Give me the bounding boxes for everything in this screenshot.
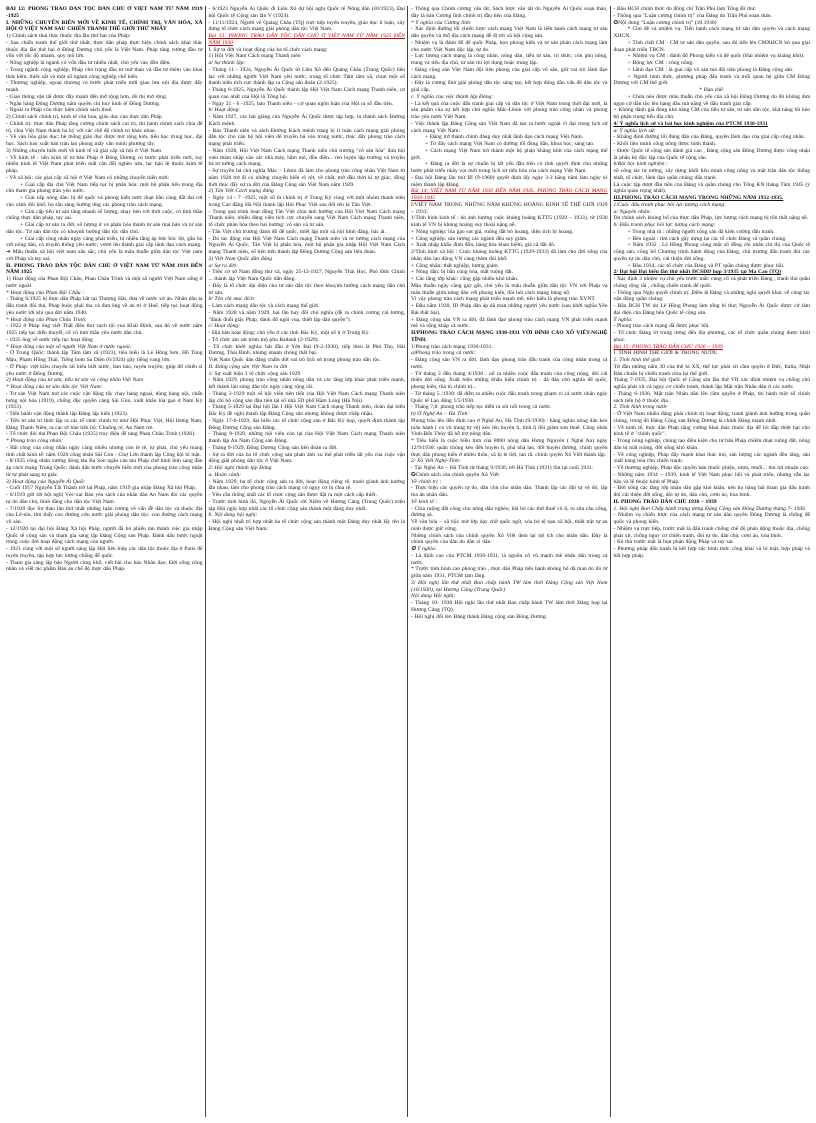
- paragraph: + Người hình thức, phương pháp đấu tranh và mối quan hệ giữa CM Đông Dương với CM thế giới.: [613, 73, 810, 87]
- paragraph: * Hoạt động của Phan Châu Trinh:: [6, 316, 87, 323]
- paragraph: * Hoạt động của một số người Việt Nam ở nước ngoài:: [6, 343, 132, 350]
- paragraph: - 1922 ở Pháp ông viết Thất điều thư vạch tội vua Khải Định, sau đó về nước năm 1925 tiếp tục diễn thuyết, cổ vũ tinh thần yêu nước dân chủ.: [6, 323, 203, 336]
- paragraph: - Trong quá trình hoạt động Tân Việt chịu ảnh hưởng của Hội Việt Nam Cách mạng Thanh niên, nhiều đảng viên tích cực chuyển sang Việt Nam Cách mạng Thanh niên, tổ chức phân hóa theo hai hướng: vô sản và tư sản.: [208, 208, 405, 228]
- paragraph: * Tiêu biểu là cuộc biểu tình của 8000 nông dân Hưng Nguyên ( Nghệ An) ngày 12/9/1930: quân chúng kéo đến huyện lị, phá nhà lao, đốt huyện đường, chính quyền thực dân phong kiến ở nhiều thôn, xã bị tê liệt, tan rã: chính quyền Xô Viết thành lập.: [411, 438, 608, 458]
- section-heading: Bài 15: PHONG TRÀO DÂN CHỦ 1936 – 1939: [613, 343, 723, 350]
- paragraph: - Tổ chức đòi thả Phan Bội Châu (1925) truy điệu để tang Phan Châu Trinh (1926).: [6, 431, 196, 438]
- paragraph: + Giai cấp nông dân: bị đế quốc và phong kiến tước đoạt bần cùng đất đai rơi vào cảnh đói khổ; họ sẵn sàng hưởng ứng các phong trào cách mạng.: [6, 195, 203, 208]
- paragraph: + Bên ngoài : tìm cách gây dựng lại các tổ chức Đảng và quần chúng.: [627, 235, 787, 242]
- paragraph: + Giai cấp tư sản ra đời, số lượng ít và phân hóa thành tư sản mại bản và tư sản dân tộc. Tư sản dân tộc có khuynh hướng dân tộc dân chủ.: [6, 222, 203, 235]
- paragraph: a)Phong trào trong cả nước:: [411, 350, 477, 357]
- paragraph: - Tháng 6-1925, Nguyễn Ái Quốc thành lập Hội Việt Nam Cách mạng Thanh niên, cơ quan cao nhất của Hội là Tổng bộ.: [208, 87, 405, 100]
- paragraph: - Yêu cầu thống nhất các tổ chức cộng sản được đặt ra một cách cấp thiết.: [208, 492, 377, 498]
- paragraph: + Năm 1932 , Lê Hồng Phong cùng một số đồng chí nhân chỉ thị của Quốc tế cộng sản, công bố Chương trình hành động của Đảng, chủ trương đấu tranh đòi các quyền tự do dân chủ, cải thiện đời sống.: [613, 242, 810, 262]
- paragraph: + Chưa nêu được mâu thuẫn chủ yếu của xã hội Đông Dương do đó không đưa ngọn cờ dân tộc lên hàng đầu mà nặng về đấu tranh giai cấp.: [613, 93, 810, 107]
- paragraph: + Giai cấp tiểu tư sản tăng nhanh số lượng, nhạy bén với thời cuộc, có tinh thần chống thực dân pháp, tay sai.: [6, 208, 203, 222]
- paragraph: - Đảng cộng sản VN ra đời, lãnh đạo phong trào đấu tranh của công nhân trong cả nước.: [411, 357, 608, 370]
- paragraph: - Là đỉnh cao của PTCM 1930-1931, là nguồn cổ vũ mạnh mẽ nhân dân trong cả nước.: [411, 552, 608, 566]
- paragraph: 1/Tình hình kinh tế : do ảnh hưởng cuộc khủng hoảng KTTG (1929 – 1933), từ 1930 kinh tế VN bị khủng hoảng suy thoái nặng nề.: [411, 215, 608, 228]
- section-heading: I. NHỮNG CHUYỂN BIẾN MỚI VỀ KINH TẾ, CHÍNH TRỊ, VĂN HÓA, XÃ HỘI Ở VIỆT NAM SAU CHIẾN TRANH THẾ GIỚI THỨ NHẤT: [6, 19, 203, 33]
- paragraph: - Hội nghị đổi tên Đảng thành Đảng cộng sản Đông Dương.: [411, 613, 548, 620]
- paragraph: * Chủ đề và nhiệm vụ: Tiến hành cách mạng tư sản dân quyền và cách mạng XHCN.: [613, 26, 810, 39]
- paragraph: - Hội nghị nhất trí hợp nhất ba tổ chức cộng sản thành một Đảng duy nhất lấy tên là Đảng Cộng sản Việt Nam.: [208, 519, 405, 532]
- text-column-1: [6, 6, 203, 1117]
- paragraph: ➔ Mâu thuẫn xã hội việt nam sâu sắc, chủ yếu là mâu thuẫn giữa dân tộc Việt nam với Pháp và tay sai.: [6, 249, 203, 262]
- paragraph: - 6/1919 gửi tới hội nghị Véc-xai Bản yêu sách của nhân dân An Nam đòi các quyền tự do dân chủ, bình đẳng cho dân tộc Việt Nam.: [6, 492, 203, 505]
- paragraph: + Nhiệm vụ CM : đánh đổ Phong kiến và đế quốc (Hai nhiệm vụ khăng khít).: [627, 53, 805, 60]
- paragraph: - Trong nông nghiệp, chúng tạo điều kiện cho tư bản Pháp chiếm đoạt ruộng đất, nông dân bị mất ruộng, đời sống khó khăn.: [613, 438, 810, 451]
- paragraph: + Lãnh đạo CM : là giai cấp vô sản mà đội tiên phong là Đảng cộng sản.: [627, 66, 794, 73]
- paragraph: - Giao thông vận tải được đẩy mạnh đến mở rộng hơn, đô thị mở rộng.: [6, 93, 168, 100]
- paragraph: 1) Chính sách thai thác thuộc địa lần thứ hai của Pháp:: [6, 33, 131, 39]
- paragraph: - Khối liên minh công nông được hình thành.: [613, 141, 717, 147]
- paragraph: - Ngày 21 - 6 -1925, báo Thanh niên – cơ quan ngôn luận của Hội ra số đầu tiên.: [208, 100, 394, 107]
- paragraph: - Sự ra đời của ba tổ chức cộng sản phản ánh xu thế phát triển tất yếu của cuộc vận động giải phóng dân tộc ở Việt Nam.: [208, 451, 405, 465]
- paragraph: - Trên cơ sở Nam đồng thư xã, ngày 25-12-1927, Nguyễn Thái Học, Phó Đức Chính ... thành lập Việt Nam Quốc dân đảng.: [208, 269, 405, 282]
- paragraph: - Trong ngành công nghiệp, Pháp chú trọng đầu tư mở than và đầu tư thêm vào khai thác kẽm, thiếc sắt và một số ngành công nghiệp chế biến.: [6, 66, 203, 80]
- text-column-3: [407, 6, 608, 1117]
- paragraph: * Trước tình hình cao phong trào , thực dân Pháp tiến hành khủng bố dã man do đó từ giữa năm 1931, PTCM tạm lắng.: [411, 566, 608, 579]
- paragraph: 3) Việt Nam Quốc dân đảng: [208, 255, 272, 262]
- paragraph: Nội dung Hội nghị:: [411, 593, 456, 600]
- paragraph: 1) Hoạt động của Phan Bội Châu, Phan Châu Trinh và một số người Việt Nam sống ở nước ngoài: [6, 276, 203, 289]
- paragraph: 3) Những chuyển biến mới về kinh tế và giai cấp xã hội ở Việt Nam: [6, 147, 162, 154]
- paragraph: a. Hoàn cảnh:: [208, 471, 241, 478]
- paragraph: Những chính sách của chính quyền Xô Viết đem lại lợi ích cho nhân dân. Đây là chính quyền của dân do dân vì dân.: [411, 532, 608, 546]
- paragraph: ✪Nội dung "Luận cương chính trị" (10.1930): [613, 19, 717, 26]
- paragraph: 1. Hội nghị Ban Chấp hành trung ương Đảng Cộng sản Đông Dương tháng 7- 1936: [613, 505, 806, 512]
- paragraph: - Tổ chức Đảng từ trung ương đến địa phương, các tổ chức quần chúng được khôi phục.: [613, 330, 810, 343]
- paragraph: - Về kinh tế : nền kinh tế tư bản Pháp ở Đông Dương có bước phát triển mới, tuy nhiên kinh tế Việt Nam phát triển mất cân đối nghèo nàn, lạc hậu lệ thuộc kinh tế pháp.: [6, 154, 203, 174]
- paragraph: - Kẻ thù trước mắt là bọn phản động Pháp và tay sai.: [613, 539, 735, 546]
- section-heading: II. PHONG TRÀO DÂN TỘC DÂN CHỦ Ở VIỆT NAM TỪ NĂM 1919 ĐẾN NĂM 1925: [6, 262, 203, 276]
- paragraph: - Thông qua Nghị quyết chính trị ,Điều lệ Đảng và những nghị quyết khác về công tác vận động quần chúng.: [613, 289, 810, 303]
- paragraph: + Giai cấp công nhân ngày càng phát triển, bị nhiều tầng áp bức bóc lột, gắn bó với nông dân, có truyền thống yêu nước; vươn lên thành giai cấp lãnh đạo cách mạng.: [6, 235, 203, 249]
- paragraph: - Bãi công của công nhân ngày càng nhiều nhưng còn lẻ tẻ, tự phát, chủ yếu mang tính chất kinh tế: năm 1920 công nhân Sài Gòn - Chợ Lớn thành lập Công hội bí mật.: [6, 444, 203, 458]
- paragraph: - Thông qua Chính cương vắn tắt, Sách lược vắn tắt do Nguyễn Ái Quốc soạn thảo, đây là bản Cương lĩnh chính trị đầu tiên của Đảng.: [411, 6, 608, 19]
- paragraph: * Hoạt động của Phan Bội Châu :: [6, 289, 85, 296]
- paragraph: Do chính sách khủng bố của thực dân Pháp, lực lượng cách mạng bị tổn thất nặng nề.: [613, 215, 809, 222]
- paragraph: - 7/1920 đọc Sơ thảo lần thứ nhất những luận cương về vấn đề dân tộc và thuộc địa của Lê-nin, tìm thấy con đường cứu nước giải phóng dân tộc: con đường cách mạng vô sản.: [6, 505, 203, 525]
- paragraph: + Cách mạng Việt Nam trở thành một bộ phận khăng khít của cách mạng thế giới.: [411, 147, 608, 161]
- paragraph: 2) Hoạt động của tư sản, tiểu tư sản và công nhân Việt Nam: [6, 377, 144, 384]
- paragraph: - Năm 1927, các bài giảng của Nguyễn Ái Quốc được tập hợp, in thành sách Đường Kách mệnh.: [208, 114, 405, 127]
- section-heading: BÀI 12: PHONG TRÀO DÂN TỘC DÂN CHỦ Ở VIỆT NAM TỪ NĂM 1919 -1925: [6, 6, 203, 19]
- paragraph: 2. Tình hình trong nước: [613, 404, 668, 411]
- paragraph: - 1921 cùng với một số người sáng lập Hội liên hiệp các dân tộc thuộc địa ở Paris để tuyên truyền, tập hợp lực lượng chống đế quốc.: [6, 546, 203, 559]
- paragraph: + Từ đây cách mạng Việt Nam có đường lối đúng đắn, khoa học, sáng tạo.: [425, 141, 595, 147]
- paragraph: - Thông qua "Luận cương chính trị" của Đảng do Trần Phú soạn thảo.: [613, 12, 772, 19]
- paragraph: - Khẳng định đường lối đúng đắn của Đảng, quyền lãnh đạo của giai cấp công nhân.: [613, 134, 806, 141]
- paragraph: - Ở Trung Quốc: thành lập Tâm tâm xã (1923), tiêu biểu là Lê Hồng Sơn, Hồ Tùng Mậu, Phạm Hồng Thái. Tiếng bom Sa Diện (6/1924) gây tiếng vang lớn.: [6, 350, 203, 363]
- paragraph: b. Nội dung hội nghị:: [208, 512, 258, 519]
- paragraph: - Chính trị: thực dân Pháp tăng cường chính sách cai trị, thi hành chính sách chia để trị, chia Việt Nam thành ba kỳ với các chế độ chính trị khác nhau.: [6, 120, 203, 134]
- paragraph: - Đảng cộng sản Việt Nam đội tiên phong của giai cấp vô sản, giữ vai trò lãnh đạo cách mạng.: [411, 66, 608, 80]
- paragraph: 2/ Xô Viết Nghệ-Tĩnh:: [411, 458, 461, 465]
- paragraph: - Đời sống các tầng lớp nhân dân gặp khó khăn, nên họ hăng hái tham gia đấu tranh đòi cải thiện đời sống, đòi tự do, dân chủ, cơm áo, hòa bình.: [613, 485, 810, 498]
- paragraph: Mâu thuẫn ngày càng gay gắt, chủ yếu là mâu thuẫn giữa dân tộc VN với Pháp và mâu thuẫn giữa nông dân với phong kiến, đòi hỏi cách mạng bùng nổ.: [411, 282, 608, 296]
- paragraph: b) Ở Nghệ An – Hà Tĩnh:: [411, 411, 470, 417]
- paragraph: a/ Sự ra đời:: [208, 262, 238, 269]
- paragraph: - Đây là tổ chức đại diện cho tư sản dân tộc theo khuynh hướng cách mạng dân chủ tư sản.: [208, 282, 405, 296]
- paragraph: - Nhiệm vụ là đánh đổ đế quốc Pháp, bọn phong kiến và tư sản phản cách mạng làm cho nước Việt Nam độc lập, tự do.: [411, 39, 608, 53]
- paragraph: - Tân Việt chủ trương đánh đổ đế quốc, thiết lập một xã hội bình đẳng, bác ái.: [208, 228, 386, 235]
- paragraph: - Đại hội Đảng lần thứ III (9-1960) quyết định lấy ngày 3-2 hằng năm làm ngày kỉ niệm thành lập Đảng.: [411, 174, 608, 188]
- paragraph: - Bầu BCH chính thức do đồng chí Trần Phú làm Tổng Bí thư.: [613, 6, 756, 12]
- paragraph: * Ý nghĩa của Cương lĩnh:: [411, 19, 472, 26]
- paragraph: 1/ Sự xuất hiện 3 tổ chức cộng sản 1929: [208, 370, 301, 377]
- paragraph: + Xuất nhập khẩu đình đốn, hàng hóa khan hiếm, giá cả đắt đỏ.: [411, 242, 556, 249]
- paragraph: Từ đầu những năm 30 của thế kỉ XX, thế lực phát xít cầm quyền ở Đức, Italia, Nhật Bản chuẩn bị chiến tranh chia lại thế giới.: [613, 363, 810, 377]
- paragraph: - Tiểu tư sản trí thức lập ra các tổ chức chính trị như Hội Phục Việt, Hội Hưng Nam, Đảng Thanh Niên, ra các tờ báo tiến bộ: Chuông rè, An Nam trẻ.: [6, 417, 203, 431]
- paragraph: - Việc thành lập Đảng Cộng sản Việt Nam đã tạo ra bước ngoặt vĩ đại trong lịch sử cách mạng Việt Nam:: [411, 120, 608, 134]
- section-heading: 4/ Ý nghĩa lịch sử và bài học kinh nghiệm của PTCM 1930-1931: [613, 120, 768, 127]
- paragraph: - Về xã hội: các giai cấp xã hội ở Việt Nam có những chuyển biến mới:: [6, 174, 169, 181]
- paragraph: - Ngân hàng Đông Dương nắm quyền chỉ huy kinh tế Đông Dương.: [6, 100, 160, 107]
- paragraph: + Nông dân: bị bần cùng hóa, mất ruộng đất.: [411, 269, 514, 276]
- paragraph: - Được Quốc tế cộng sản đánh giá cao , Đảng cộng sản Đông Dương được công nhận là phân bộ độc lập của Quốc tế cộng sản.: [613, 147, 810, 161]
- paragraph: - Xác định đường lối chiến lược cách mạng Việt Nam là tiến hành cách mạng tư sản dân quyền và thổ địa cách mạng để đi tới xã hội cộng sản.: [411, 26, 608, 39]
- section-heading: Bài 13: PHONG TRÀO DÂN TỘC DÂN CHỦ Ở VIỆT NAM TỪ NĂM 1925 ĐẾN NĂM 1930: [208, 33, 405, 46]
- paragraph: b/ Đấu tranh phục hồi lực lượng cách mạng:: [613, 222, 716, 228]
- paragraph: * Phong trào công nhân:: [6, 438, 63, 444]
- paragraph: - Ngày 17-6-1929, đại biểu các tổ chức cộng sản ở Bắc Kỳ họp, quyết định thành lập Đông Dương Cộng sản Đảng.: [208, 417, 405, 431]
- paragraph: b/Bài học kinh nghiệm :: [613, 161, 668, 168]
- paragraph: - Tư sản Việt Nam mở các cuộc vận động tẩy chay hàng ngoại, dùng hàng nội, chấn hưng nội hóa (1919), chống độc quyền cảng Sài Gòn, xuất khẩu lúa gạo ở Nam Kỳ (1923).: [6, 390, 203, 411]
- paragraph: - Tham gia sáng lập báo Người cùng khổ, viết bài cho báo Nhân đạo, Đời sống công nhân và viết tác phẩm Bản án chế độ thực dân Pháp.: [6, 559, 203, 573]
- paragraph: - Lực lượng cách mạng là công nhân, nông dân, tiểu tư sản, trí thức; còn phú nông, trung và tiểu địa chủ, tư sản thì lợi dụng hoặc trung lập.: [411, 53, 608, 66]
- paragraph: - Nhiệm vụ chiến lược của cách mạng tư sản dân quyền Đông Dương là chống đế quốc và phong kiến.: [613, 512, 810, 525]
- paragraph: - Ngoài ra Pháp còn thực hiện chính sách thuế.: [6, 107, 113, 114]
- paragraph: - Về kinh tế, thực dân Pháp tăng cường khai thác thuộc địa để bù đắp thiệt hại cho kinh tế ở "chính quốc".: [613, 424, 810, 438]
- paragraph: Về văn hóa – xã hội: mở lớp dạy chữ quốc ngữ, xóa bỏ tệ nạn xã hội, thiết trật tự an ninh được giữ vững.: [411, 519, 608, 532]
- paragraph: ✪Chính sách của chính quyền Xô Viết:: [411, 471, 501, 478]
- paragraph: - Tháng 8-1929, những hội viên còn lại của Hội Việt Nam Cách mạng Thanh niên thành lập An Nam Cộng sản Đảng.: [208, 431, 405, 444]
- paragraph: - Phong trào cách mạng đã được phục hồi.: [613, 323, 710, 330]
- paragraph: - Trước tình hình đó, Nguyễn Ái Quốc rời Xiêm về Hương Cảng (Trung Quốc) triệu tập Hội nghị hợp nhất các tổ chức cộng sản thành một đảng duy nhất.: [208, 498, 405, 512]
- paragraph: 1/Phong trào cách mạng 1930-1931:: [411, 343, 493, 350]
- section-heading: II/PHONG TRÀO CÁCH MẠNG 1930-1931 VỚI ĐỈNH CAO XÔ VIẾT-NGHỆ TĨNH.: [411, 330, 608, 343]
- paragraph: - Cuối 1917 Nguyễn Tất Thành trở lại Pháp, năm 1919 gia nhập Đảng Xã hội Pháp.: [6, 485, 197, 492]
- paragraph: - 11/11/1924, Người về Quảng Châu (TQ) trực tiếp tuyên truyền, giáo dục lí luận, xây dựng tổ chức cách mạng giải phóng dân tộc Việt Nam.: [208, 19, 405, 33]
- paragraph: 3) Hoạt động của Nguyễn Ái Quốc: [6, 478, 85, 485]
- paragraph: - Ở Việt Nam nhiều đảng phái chính trị hoạt động, tranh giành ảnh hưởng trong quần chúng, trong đó Đảng Cộng sản Đông Dương là chính Đảng mạnh nhất.: [613, 411, 810, 424]
- paragraph: - Tháng 6-1936, Mặt trận Nhân dân lên cầm quyền ở Pháp, thi hành một số chính sách tiến bộ ở thuộc địa.: [613, 390, 810, 404]
- paragraph: - Sau chiến tranh thế giới thứ nhất, thực dân pháp thực hiện chính sách khai thác thuộc địa lần thứ hai ở Đông Dương chủ yếu là Việt Nam. Pháp tăng cường đầu tư vốn với tốc độ nhanh, quy mô lớn.: [6, 39, 203, 60]
- paragraph: - 6/1923 Nguyễn Ái Quốc đi Liên Xô dự hội nghị Quốc tế Nông dân (10/1923), Đại hội Quốc tế Cộng sản lần V (1924).: [208, 6, 405, 19]
- paragraph: - Tháng 11 - 1924, Nguyễn Ái Quốc từ Liên Xô đến Quảng Châu (Trung Quốc) liên lạc với những người Việt Nam yêu nước, trong tổ chức Tâm tâm xã, chọn một số thanh niên tích cực thành lập ra Cộng sản đoàn (2-1925).: [208, 66, 405, 87]
- paragraph: + Động lực CM : công nông.: [627, 60, 694, 66]
- paragraph: - Tiến hành vận động thành lập Đảng lập hiến (1923).: [6, 411, 129, 417]
- paragraph: + Đảng cộng sản VN ra đời, đã lãnh đạo phong trào cách mạng VN phát triển mạnh mẽ và rộng khắp cả nước.: [411, 316, 608, 330]
- paragraph: + Công nhân: thất nghiệp, lương giảm.: [411, 262, 499, 269]
- paragraph: * Hoạt động của tư sản dân tộc Việt Nam:: [6, 384, 103, 390]
- paragraph: * Hạn chế:: [699, 87, 725, 93]
- paragraph: c. Ý nghĩa của việc thành lập Đảng:: [411, 93, 494, 100]
- paragraph: - Nhiệm vụ trực tiếp, trước mắt là đấu tranh chống chế độ phản động thuộc địa, chống phát xít, chống nguy cơ chiến tranh, đòi tự do, dân chủ, cơm áo, hòa bình.: [613, 525, 810, 539]
- paragraph: Việt Nam Quốc dân đảng chấm dứt vai trò lịch sử trong phong trào dân tộc.: [208, 357, 381, 363]
- paragraph: + Trong nhà tù : những người cộng sản đã kiên cường đấu tranh.: [627, 228, 775, 235]
- paragraph: I. TÌNH HÌNH THẾ GIỚI & TRONG NƯỚC: [613, 350, 718, 357]
- paragraph: Ý nghĩa:: [613, 316, 633, 323]
- paragraph: - Thương nghiệp, ngoại thương có bước phát triển mới giao lưu nội địa được đẩy mạnh.: [6, 80, 203, 93]
- paragraph: - Tại Nghệ An – Hà Tĩnh từ tháng 9/1930; tới Hà Tĩnh (1931) tồn tại cuối 1931.: [411, 465, 594, 471]
- paragraph: a/ Nguyên nhân:: [613, 208, 652, 215]
- paragraph: - Về văn hóa giáo dục: hệ thống giáo dục được mở rộng hơn, tiểu học trung học, đại học. Sách báo xuất bản tràn lan phong mấy văn minh phương tây.: [6, 134, 203, 147]
- paragraph: - 12/1920 tại đại hội Đảng Xã hội Pháp, người đã bỏ phiếu tán thành việc gia nhập Quốc tế cộng sản và tham gia sáng lập Đảng Cộng sản Pháp. Đánh dấu bước ngoặt trong cuộc đời hoạt động cách mạng của người.: [6, 525, 203, 546]
- paragraph: + Các tầng lớp khác: cũng gặp nhiều khó khăn.: [411, 276, 519, 282]
- section-heading: 2/ Đại hội Đại biểu lần thứ nhất ĐCSĐD họp 3/1935 tại Ma Cao (TQ): [613, 269, 781, 276]
- paragraph: b/ Tôn chỉ mục đích:: [208, 296, 256, 303]
- text-column-4: [610, 6, 811, 1117]
- paragraph: 2/ Hội nghị thành lập Đảng: [208, 465, 272, 471]
- paragraph: - Tháng 6/1925 bị thực dân Pháp bắt tại Thượng Hải, đưa về nước xử án. Nhân dân ta đấu tranh đòi thả, Pháp buộc phải tha và đưa ông về an trí ở Huế, tiếp tục hoạt động yêu nước tới khi qua đời năm 1940.: [6, 296, 203, 316]
- paragraph: + Nông nghiệp: lúa gạo sụt giá, ruộng đất bỏ hoang, diện tích bị hoang.: [411, 228, 574, 235]
- section-heading: III.PHONG TRÀO CÁCH MẠNG TRONG NHỮNG NĂM 1932-1935.: [613, 195, 784, 201]
- paragraph: II. Đảng cộng sản Việt Nam ra đời: [208, 363, 288, 370]
- paragraph: Vì vậy phong trào cách mạng phát triển mạnh mẽ, tiêu biểu là phong trào XVNT.: [411, 296, 596, 303]
- paragraph: - Nông nghiệp là ngành có vốn đầu tư nhiều nhất, chủ yếu vào đồn điền.: [6, 60, 171, 66]
- section-heading: Bài 14: VIỆT NAM TỪ NĂM 1930 ĐẾN NĂM 1945. PHONG TRÀO CÁCH MẠNG 1930-1945: [411, 188, 608, 201]
- paragraph: Tháng 7-1935, Đại hội Quốc tế Cộng sản lần thứ VII xác định nhiệm vụ chống chủ nghĩa phát xít và nguy cơ chiến tranh, thành lập Mặt trận Nhân dân ở các nước.: [613, 377, 810, 390]
- paragraph: - Từ tháng 5 /1930: đã diễn ra nhiều cuộc đấu tranh trong phạm vi cả nước nhân ngày Quốc tế Lao động 1/5/1930.: [411, 390, 608, 404]
- paragraph: - Năm 1929, phong trào công nhân nông dân và các tầng lớp khác phát triển mạnh, kết thành làn sóng dân tộc ngày càng rộng rãi.: [208, 377, 405, 390]
- paragraph: - Tổ chức khởi nghĩa: bắt đầu ở Yên Bái (9-2-1930), tiếp theo là Phú Thọ, Hải Dương, Thái Bình, nhưng nhanh chóng thất bại.: [208, 343, 405, 357]
- paragraph: - Về thương nghiệp, Pháp độc quyền bán thuốc phiện, rượu, muối... thu lợi nhuận cao.: [613, 465, 810, 471]
- paragraph: - Bầu BCH TW do Lê Hồng Phong làm tổng bí thư; Nguyễn Ái Quốc được cử làm đại diện của Đảng bên Quốc tế cộng sản.: [613, 303, 810, 316]
- paragraph: + Tính chất CM : CM tư sản dân quyền, sau đó tiến lên CMXHCN bỏ qua giai đoạn phát triển TBCN.: [613, 39, 810, 53]
- paragraph: + Đảng trở thành chính đảng duy nhất lãnh đạo cách mạng Việt Nam.: [425, 134, 584, 141]
- paragraph: - Tháng 10- 1930 Hội nghị lần thứ nhất Ban chấp hành TW lâm thời Đảng họp tại Hương Cảng (TQ).: [411, 600, 608, 613]
- paragraph: 2) Chính sách chính trị, kinh tế văn hóa, giáo dục của thực dân Pháp: [6, 114, 162, 120]
- paragraph: - Năm 1928 và năm 1929, hai lần hay đổi chủ nghĩa (đề ra chính cương cải lương, "đánh đuổi giặc Pháp, đánh đổ ngôi vua, thiết lập dân quyền").: [208, 309, 405, 323]
- paragraph: - Thực hiện các quyền tự do, dân chủ cho nhân dân. Thành lập các đội tự vệ đỏ, lập tòa án nhân dân.: [411, 485, 608, 498]
- paragraph: + Công nghiệp: sản lượng các ngành đều suy giảm.: [411, 235, 528, 242]
- paragraph: + Không đánh giá đúng khả năng CM của tiểu tư sản, tư sản dân tộc, khả năng lôi kéo bộ phận trung tiểu địa chủ.: [613, 107, 810, 120]
- paragraph: ✪ Ý nghĩa:: [411, 546, 437, 552]
- paragraph: c/ Hoạt động:: [208, 323, 240, 330]
- paragraph: - Do tác động của Hội Việt Nam Cách mạng Thanh niên và tư tưởng cách mạng của Nguyễn Ái Quốc, Tân Việt bị phân hóa, một bộ phận gia nhập Hội Việt Nam Cách mạng Thanh niên, số tiên tiến thành lập Đông Dương Cộng sản liên đoàn.: [208, 235, 405, 255]
- paragraph: Phong trào lên đến đỉnh cao ở Nghệ An, Hà Tĩnh (9/1930) : hàng nghìn nông dân kéo tuần hành ( có vũ trang tự vệ) kéo lên huyện lị, tỉnh lị đòi giảm sưu thuế. Công nhân Vinh-Bến Thủy đã hỗ trợ nông dân.: [411, 417, 608, 438]
- paragraph: - Tháng 3-1929 một số hội viên tiên tiến của Hội Việt Nam Cách mạng Thanh niên lập chi bộ cộng sản đầu tiên tại số nhà 5D phố Hàm Long (Hà Nội).: [208, 390, 405, 404]
- paragraph: 2) Tân Việt Cách mạng đảng: [208, 188, 274, 195]
- paragraph: - Năm 1929, ba tổ chức cộng sản ra đời, hoạt động riêng rẽ, tranh giành ảnh hưởng lẫn nhau, làm cho phong trào cách mạng có nguy cơ bị chia rẽ.: [208, 478, 405, 492]
- paragraph: - Xác định 3 nhiệm vụ chủ yếu trước mắt: củng cố và phát triển Đảng , tranh thủ quần chúng rộng rãi , chống chiến tranh đế quốc.: [613, 276, 810, 289]
- paragraph: + Đảng ra đời là sự chuẩn bị tất yếu đầu tiên có tính quyết định cho những bước phát triển nhảy vọt mới trong lịch sử tiến hóa của cách mạng Việt Nam.: [411, 161, 608, 174]
- paragraph: - Tổ chức ám sát trùm mộ phu Badanh (2-1929).: [208, 336, 319, 343]
- paragraph: + Đầu 1934, các tổ chức của Đảng và PT quần chúng được phục hồi.: [627, 262, 785, 269]
- paragraph: về công tác tư tưởng, xây dựng khối liên minh công nông và mặt trận dân tộc thống nhất, tổ chức, lãnh đạo quần chúng đấu tranh.: [613, 168, 810, 181]
- paragraph: Về chính trị :: [411, 478, 442, 485]
- paragraph: - Ở Pháp: việt kiều chuyển tải hiểu biết nước, làm báo, tuyên truyền, giúp đỡ chiến sĩ yêu nước ở Đông Dương.: [6, 363, 203, 377]
- paragraph: - Những năm 1934 – 1939, kinh tế Việt Nam phục hồi và phát triển, nhưng vẫn lạc hậu và lệ thuộc kinh tế Pháp.: [613, 471, 810, 485]
- paragraph: b/ Hoạt động:: [208, 107, 241, 114]
- text-column-2: [205, 6, 406, 1117]
- paragraph: - 1925 ông về nước tiếp tục hoạt động: [6, 336, 93, 343]
- paragraph: - Là kết quả của cuộc đấu tranh giai cấp và dân tộc ở Việt Nam trong thời đại mới, là sản phẩm của sự kết hợp chủ nghĩa Mác-Lênin với phong trào công nhân và phong trào yêu nước Việt Nam.: [411, 100, 608, 120]
- document-page: [6, 6, 810, 1117]
- paragraph: - Phương pháp đấu tranh là kết hợp các hình thức công khai và bí mật, hợp pháp và bất hợp pháp.: [613, 546, 810, 559]
- paragraph: Về kinh tế :: [411, 498, 438, 505]
- paragraph: - 8/1925 công nhân xưởng đóng tàu Ba Son ngăn cản tàu Pháp chở binh lính sang đàn áp cách mạng Trung Quốc; đánh dấu bước chuyển biến mới của phong trào công nhân từ tự phát sang tự giác.: [6, 458, 203, 478]
- paragraph: a/ Ý nghĩa lịch sử:: [613, 127, 656, 134]
- paragraph: - Năm 1928, Hội Việt Nam Cách mạng Thanh niên chủ trương "vô sản hóa" đưa hội viên thâm nhập vào các nhà máy, hầm mỏ, đồn điền... rèn luyện lập trường và truyền bá tư tưởng cách mạng.: [208, 147, 405, 168]
- paragraph: a/ Sự thành lập:: [208, 60, 246, 66]
- paragraph: + Giai cấp địa chủ Việt Nam tiếp tục bị phân hóa: một bộ phận tiểu trung địa chủ tham gia phong trào yêu nước.: [6, 181, 203, 195]
- paragraph: 1. Tình hình thế giới: [613, 357, 661, 363]
- paragraph: 2/Tình hình xã hội : Cuộc khủng hoảng KTTG (1929-1933) đã làm cho đời sống của nhân dân lao động VN càng thêm đói khổ:: [411, 249, 608, 262]
- paragraph: + Đầu năm 1930, ID Pháp đàn áp dã man những người yêu nước (sau khởi nghĩa Yên Bái thất bại).: [411, 303, 608, 316]
- paragraph: - Báo Thanh niên và sách Đường Kách mệnh trang bị lí luận cách mạng giải phóng dân tộc cho cán bộ hội viên để truyền bá vào trong nước, thúc đẩy phong trào cách mạng phát triển.: [208, 127, 405, 147]
- paragraph: - Ngày 14 - 7 -1925, một số tù chính trị ở Trung Kỳ cùng với một nhóm thanh niên trong Cao đẳng Hà Nội thành lập Hội Phục Việt sau đổi tên là Tân Việt.: [208, 195, 405, 208]
- paragraph: - Tháng 9-1929, Đông Dương Cộng sản liên đoàn ra đời.: [208, 444, 338, 451]
- paragraph: - Địa bàn hoạt động: chủ yếu ở các tỉnh Bắc Kỳ, một số ít ở Trung Kỳ.: [208, 330, 370, 336]
- paragraph: - Về công nghiệp, Pháp đẩy mạnh khai thác mỏ, sản lượng các ngành đều tăng, sản xuất hàng hóa cho chiến tranh.: [613, 451, 810, 465]
- paragraph: I. Sự ra đời và hoạt động của ba tổ chức cách mạng:: [208, 46, 328, 53]
- paragraph: I/VIỆT NAM TRONG NHỮNG NĂM KHỦNG HOẢNG KINH TẾ THẾ GIỚI 1929 – 1933:: [411, 201, 608, 215]
- paragraph: 1) Hội Việt Nam Cách mạng Thanh niên: [208, 53, 301, 60]
- paragraph: 3/ Hội nghị lần thứ nhất Ban chấp hành TW lâm thời Đảng Cộng sản Việt Nam (10/1930), tại Hương Cảng (Trung Quốc): [411, 579, 608, 593]
- paragraph: 1/Cuộc đấu tranh phục hồi lực lượng cách mạng:: [613, 201, 726, 208]
- section-heading: II. PHONG TRÀO DÂN CHỦ 1936 – 1939: [613, 498, 717, 505]
- paragraph: - Chia ruộng đất công cho nông dân nghèo, bãi bỏ các thứ thuế vô lí, tu sửa cầu cống, đường sá.: [411, 505, 608, 519]
- paragraph: Là cuộc tập dượt đầu tiên của Đảng và quần chúng cho Tổng KN tháng Tám 1945 (ý nghĩa quan trọng nhất).: [613, 181, 810, 195]
- paragraph: - Làm cách mạng dân tộc và cách mạng thế giới.: [208, 303, 320, 309]
- paragraph: - Đây là cương lĩnh giải phóng dân tộc sáng tạo, kết hợp đúng đắn vấn đề dân tộc và giai cấp.: [411, 80, 608, 93]
- paragraph: - Tháng 5-1929 tại Đại hội lần I Hội Việt Nam Cách mạng Thanh niên, đoàn đại biểu Bắc Kỳ đề nghị thành lập Đảng Cộng sản nhưng không được chấp nhận.: [208, 404, 405, 417]
- paragraph: - Từ tháng 2 đến tháng 4/1930 : nổ ra nhiều cuộc đấu tranh của công nông, đòi cải thiện đời sống. Xuất hiện những khẩu hiệu chính trị : đả đảo chủ nghĩa đế quốc, phong kiến, thả tù chính trị...: [411, 370, 608, 390]
- paragraph: - Tháng 7,8: phong trào tiếp tục diễn ra sôi nổi trong cả nước.: [411, 404, 552, 411]
- paragraph: - Sự truyền bá chủ nghĩa Mác – Lênin đã làm cho phong trào công nhân Việt Nam từ năm 1928 trở đi có những chuyển biến rõ rệt, về chất, mở đầu thời kì tự giác, đồng thời thúc đẩy sự ra đời của Đảng Cộng sản Việt Nam năm 1929.: [208, 168, 405, 188]
